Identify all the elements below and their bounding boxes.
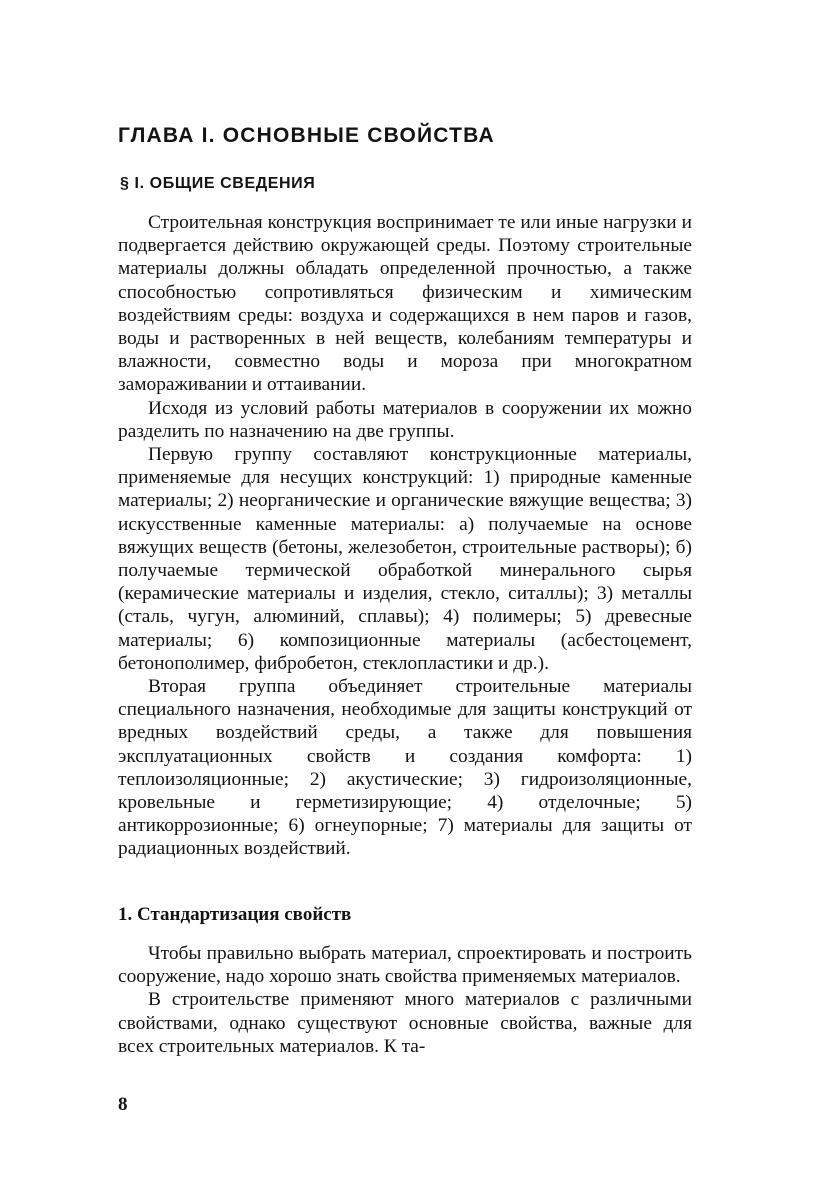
paragraph: Строительная конструкция воспринимает те или иные нагрузки и подвергается действию окружающей среды. Поэтому строительные материалы должны обладать определенной прочностью, а также способностью сопротивляться физическим и химическим воздействиям среды: воздуха и содержащихся в нем паров и газов, воды и растворенных в ней веществ, колебаниям температуры и влажности, совместно воды и мороза при многократном замораживании и оттаивании.: [118, 212, 692, 396]
section-body: [118, 211, 692, 861]
paragraph: В строительстве применяют много материалов с различными свойствами, однако существуют основные свойства, важные для всех строительных материалов. К та-: [118, 989, 692, 1057]
paragraph: Вторая группа объединяет строительные материалы специального назначения, необходимые для защиты конструкций от вредных воздействий среды, а также для повышения эксплуатационных свойств и создания комфорта: 1) теплоизоляционные; 2) акустические; 3) гидроизоляционные, кровельные и герметизирующие; 4) отделочные; 5) антикоррозионные; 6) огнеупорные; 7) материалы для защиты от радиационных воздействий.: [118, 676, 692, 860]
page-number: 8: [118, 1094, 128, 1115]
paragraph: Исходя из условий работы материалов в сооружении их можно разделить по назначению на две группы.: [118, 397, 692, 442]
chapter-title: ГЛАВА I. ОСНОВНЫЕ СВОЙСТВА: [118, 124, 495, 147]
paragraph: Чтобы правильно выбрать материал, спроектировать и построить сооружение, надо хорошо знать свойства применяемых материалов.: [118, 943, 692, 988]
subsection-title: 1. Стандартизация свойств: [118, 904, 352, 925]
section-title: § I. ОБЩИЕ СВЕДЕНИЯ: [120, 175, 316, 192]
paragraph: Первую группу составляют конструкционные материалы, применяемые для несущих конструкций: 1) природные каменные материалы; 2) неорганические и органические вяжущие вещества; 3) искусственные каменные материалы: а) получаемые на основе вяжущих веществ (бетоны, железобетон, строительные растворы); б) получаемые термической обработкой минерального сырья (керамические материалы и изделия, стекло, ситаллы); 3) металлы (сталь, чугун, алюминий, сплавы); 4) полимеры; 5) древесные материалы; 6) композиционные материалы (асбестоцемент, бетонополимер, фибробетон, стеклопластики и др.).: [118, 444, 692, 674]
book-page: [118, 0, 692, 1191]
subsection-body: [118, 942, 692, 1058]
